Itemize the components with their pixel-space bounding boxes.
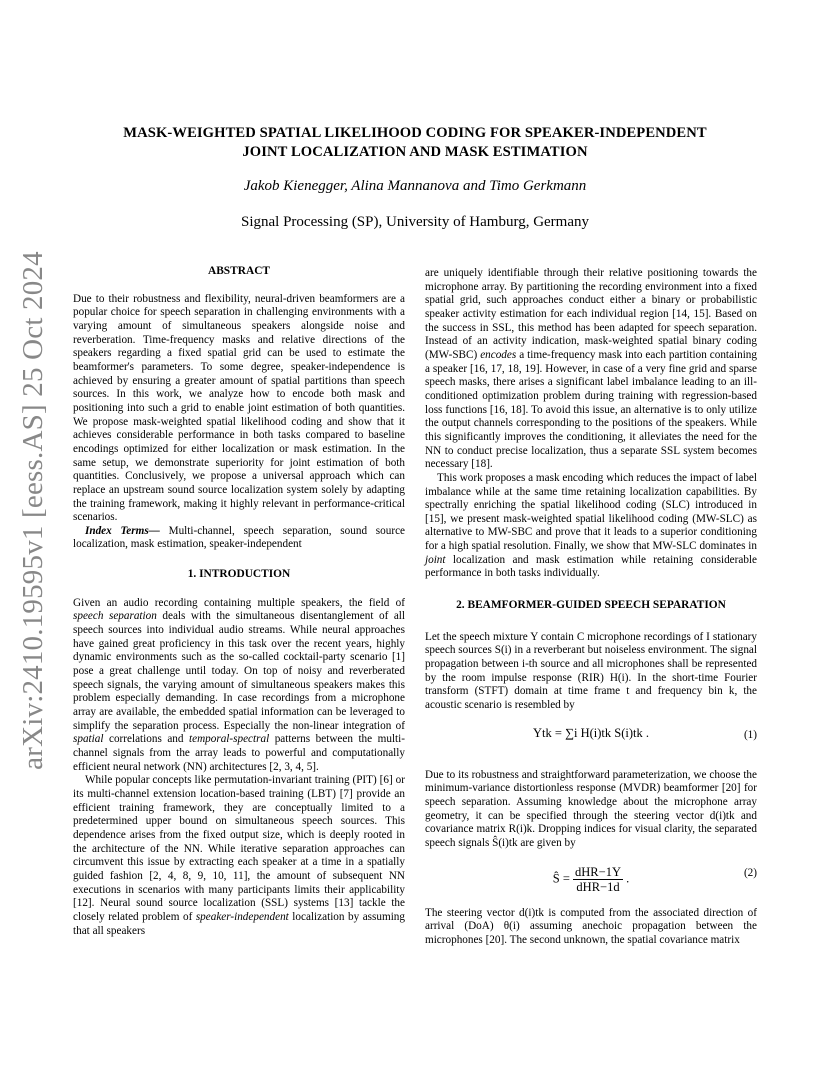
arxiv-identifier-stamp — [10, 250, 56, 770]
equation-2-number: (2) — [743, 866, 757, 879]
intro-p1-emphasis-1: speech separation — [73, 610, 157, 623]
right-p2-text-a: This work proposes a mask encoding which reduces the impact of label imbalance while at the same time retaining localization capabilities. By spectrally enriching the spatial likelihood coding (SLC) introduced in [15], we present mask-weighted spatial likelihood coding (MW-SLC) as alternative to MW-SBC and prove that it leads to a superior conditioning for a high spatial resolution. Finally, we show that MW-SLC dominates in — [425, 471, 757, 553]
right-p2-emphasis: joint — [425, 553, 446, 566]
affiliation: Signal Processing (SP), University of Hamburg, Germany — [240, 214, 590, 230]
intro-p2-text-a: While popular concepts like permutation-invariant training (PIT) [6] or its multi-channel extension location-based training (LBT) [7] provide an efficient training framework, they are conceptually limited to a predetermined upper bound on simultaneous speech sources. This dependence arises from the fixed output size, which is deeply rooted in the architecture of the NN. While iterative separation approaches can circumvent this issue by extracting each speaker at a time in a spatially guided fashion [2, 4, 8, 9, 10, 11], the amount of subsequent NN executions in scenarios with many participants limits their applicability [12]. Neural sound source localization (SSL) systems [13] tackle the closely related problem of — [73, 774, 405, 923]
intro-paragraph-1 — [73, 597, 405, 775]
paper-title-line-2: JOINT LOCALIZATION AND MASK ESTIMATION — [242, 144, 588, 160]
equation-2-lhs: Ŝ = — [552, 871, 574, 885]
paper-title — [60, 124, 770, 162]
section-2-heading: 2. BEAMFORMER-GUIDED SPEECH SEPARATION — [456, 599, 726, 612]
intro-p1-text-b: deals with the simultaneous disentanglement of all speech sources into individual audio streams. While neural approaches have gained great proficiency in this task over the recent years, highly dynamic environments such as the so-called cocktail-party scenario [1] pose a great challenge until today. On top of noisy and reverberated speech signals, the varying amount of simultaneous speakers makes this problem especially demanding. In case recordings from a microphone array are available, the embedded spatial information can be leveraged to simplify the separation process. Especially the non-linear integration of — [73, 610, 406, 732]
equation-2-body — [425, 865, 757, 894]
equation-2-denominator: dHR−1d — [576, 879, 620, 894]
index-terms-text: Multi-channel, speech separation, sound source localization, mask estimation, speaker-independent — [73, 524, 405, 551]
introduction-heading: 1. INTRODUCTION — [187, 568, 291, 581]
right-p1-text-b: a time-frequency mask into each partition containing a speaker [16, 17, 18, 19]. However, in case of a very fine grid and sparse speech masks, there arises a significant label imbalance leading to an ill-conditioned optimization problem during training with regression-based loss functions [16, 18]. To avoid this issue, an alternative is to only utilize the output channels corresponding to the positions of the speakers. While this significantly improves the conditioning, it alleviates the need for the NN to conduct precise localization, thus a separate SSL system becomes necessary [18]. — [425, 348, 757, 471]
section-2-paragraph-1: Let the speech mixture Y contain C microphone recordings of I stationary speech sources S(i) in a reverberant but noiseless environment. The signal propagation between i-th source and all microphones shall be represented by the room impulse response (RIR) H(i). In the short-time Fourier transform (STFT) domain at time frame t and frequency bin k, the acoustic scenario is resembled by — [425, 630, 757, 712]
equation-2-fraction — [573, 865, 623, 894]
equation-1 — [425, 719, 757, 765]
abstract-heading: ABSTRACT — [207, 265, 271, 277]
equation-2-tail: . — [626, 871, 630, 885]
right-p1-text-a: are uniquely identifiable through their relative positioning towards the microphone array. By partitioning the recording environment into a fixed spatial grid, such approaches conduct either a binary or probabilistic speaker activity estimation for each individual region [14, 15]. Based on the success in SSL, this method has been adapted for speech separation. Instead of an activity indication, mask-weighted spatial binary coding (MW-SBC) — [425, 267, 757, 361]
equation-1-body: Ytk = ∑i H(i)tk S(i)tk . — [533, 725, 649, 740]
abstract-body: Due to their robustness and flexibility, neural-driven beamformers are a popular choice for speech separation in challenging environments with a varying amount of simultaneous speakers alongside noise and reverberation. Time-frequency masks and relative directions of the speakers regarding a fixed spatial grid can be used to estimate the beamformer's parameters. To some degree, speaker-independence is achieved by ensuring a greater amount of spatial partitions than speech sources. In this work, we analyze how to encode both mask and positioning into such a grid to enable joint estimation of both quantities. We propose mask-weighted spatial likelihood coding and show that it achieves considerable performance in both tasks compared to baseline encodings optimized for either localization or mask estimation. In the same setup, we demonstrate superiority for joint estimation of both quantities. Conclusively, we propose a universal approach which can replace an upstream sound source localization system solely by adapting the training framework, making it highly relevant in performance-critical scenarios. — [73, 292, 405, 524]
right-p2-text-b: localization and mask estimation while retaining considerable performance in both tasks individually. — [425, 553, 757, 580]
equation-1-number: (1) — [743, 728, 757, 741]
intro-p1-text-c: correlations and — [103, 733, 190, 746]
intro-p1-emphasis-3: temporal-spectral — [189, 733, 270, 746]
intro-p2-text-b: localization by assuming that all speakers — [73, 910, 405, 937]
section-2-paragraph-3: The steering vector d(i)tk is computed from the associated direction of arrival (DoA) θ(i) assuming anechoic propagation between the microphones [20]. The second unknown, the spatial covariance matrix — [425, 906, 757, 946]
right-paragraph-2 — [425, 472, 757, 581]
equation-2-numerator: dHR−1Y — [575, 864, 621, 879]
intro-p1-text-d: patterns between the multi-channel signals from the array leads to powerful and computationally efficient neural network (NN) architectures [2, 3, 4, 5]. — [73, 733, 405, 773]
intro-p1-text-a: Given an audio recording containing multiple speakers, the field of — [73, 596, 405, 609]
right-p1-emphasis: encodes — [480, 348, 517, 361]
paper-title-line-1: MASK-WEIGHTED SPATIAL LIKELIHOOD CODING FOR SPEAKER-INDEPENDENT — [123, 125, 707, 141]
index-terms-label: Index Terms— — [85, 524, 160, 537]
right-column — [425, 267, 757, 948]
index-terms — [73, 525, 405, 552]
intro-p2-emphasis: speaker-independent — [195, 910, 289, 923]
intro-paragraph-2 — [73, 774, 405, 938]
section-2-paragraph-2: Due to its robustness and straightforward parameterization, we choose the minimum-variance distortionless response (MVDR) beamformer [20] for speech separation. Assuming knowledge about the microphone array geometry, it can be specified through the steering vector d(i)tk and covariance matrix R(i)k. Dropping indices for visual clarity, the separated speech signals Ŝ(i)tk are given by — [425, 768, 757, 849]
right-paragraph-1 — [425, 267, 757, 472]
left-column — [73, 265, 405, 938]
author-list: Jakob Kienegger, Alina Mannanova and Timo Gerkmann — [243, 178, 587, 194]
equation-2 — [425, 857, 757, 903]
intro-p1-emphasis-2: spatial — [73, 733, 104, 746]
arxiv-identifier-text: arXiv:2410.19595v1 [eess.AS] 25 Oct 2024 — [16, 250, 49, 770]
